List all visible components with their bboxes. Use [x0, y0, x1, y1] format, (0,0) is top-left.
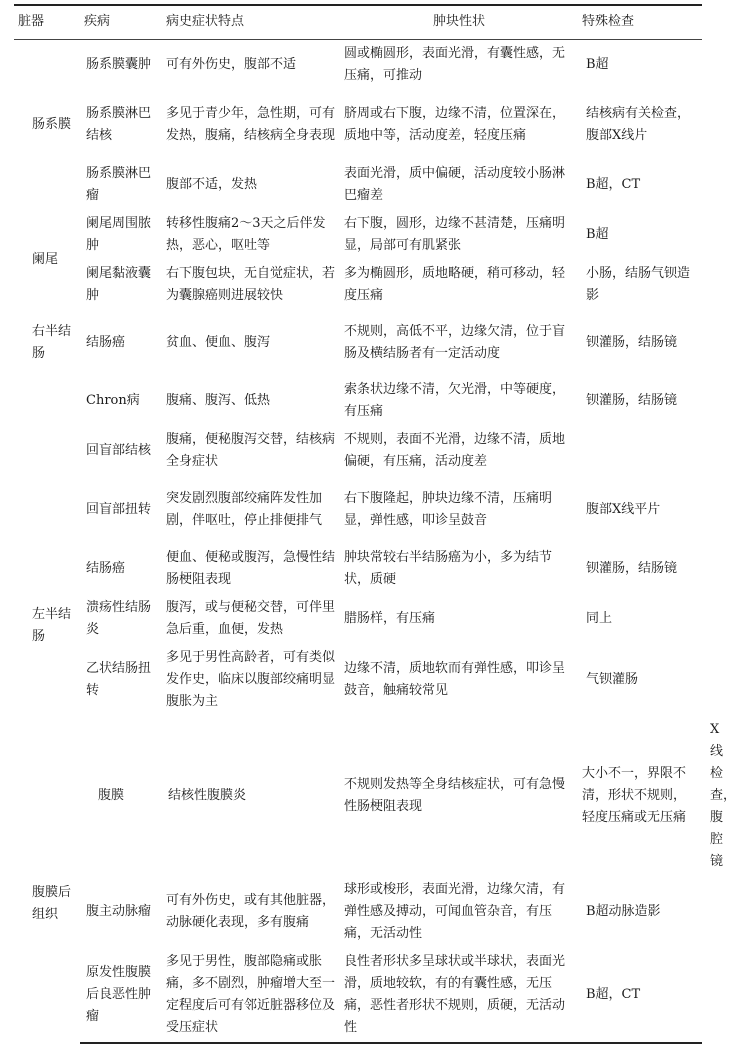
disease-cell: 腹主动脉瘤: [86, 903, 152, 919]
table-row: [14, 376, 702, 426]
header-history: 病史症状特点: [162, 5, 340, 39]
mass-cell: 右下腹，圆形，边缘不甚清楚，压痛明显，局部可有肌紧张: [344, 215, 566, 253]
table-row: 腹膜 结核性腹膜炎 不规则发热等全身结核症状，可有急慢性肠梗阻表现 大小不一，界限不清，形状不规则，轻度压痛或无压痛 X线检查，腹腔镜: [14, 716, 702, 876]
table-row: [14, 39, 702, 90]
mass-cell: 脐周或右下腹，边缘不清，位置深在，质地中等，活动度差，轻度压痛: [344, 105, 566, 143]
mass-cell: 腊肠样，有压痛: [344, 610, 436, 626]
organ-cell: 腹膜: [98, 787, 125, 803]
exam-cell: 钡灌肠，结肠镜: [586, 392, 678, 408]
history-cell: 腹部不适，发热: [166, 176, 258, 192]
history-cell: 突发剧烈腹部绞痛阵发性加剧，伴呕吐，停止排便排气: [166, 490, 323, 528]
organ-cell: 阑尾: [32, 251, 59, 267]
exam-cell: 结核病有关检查，腹部X线片: [586, 105, 691, 143]
exam-cell: 钡灌肠，结肠镜: [586, 334, 678, 350]
mass-cell: 良性者形状多呈球状或半球状，表面光滑，质地较软，有的有囊性感，无压痛，恶性者形状不规则，质硬，无活动性: [340, 948, 578, 1043]
history-cell: 多见于青少年，急性期，可有发热，腹痛，结核病全身表现: [166, 105, 336, 143]
disease-cell: 结肠癌: [86, 560, 126, 576]
organ-cell: 腹膜后组织: [32, 884, 72, 922]
disease-cell: Chron病: [86, 392, 140, 408]
mass-cell: 边缘不清，质地软而有弹性感，叩诊呈鼓音，触痛较常见: [344, 660, 566, 698]
table-row: [14, 644, 702, 716]
mass-cell: 右下腹隆起，肿块边缘不清，压痛明显，弹性感，叩诊呈鼓音: [344, 490, 553, 528]
table-row: [14, 948, 702, 1043]
mass-cell: 肿块常较右半结肠癌为小，多为结节状，质硬: [344, 549, 553, 587]
table-row: [14, 876, 702, 948]
mass-cell: 多为椭圆形，质地略硬，稍可移动，轻度压痛: [344, 265, 566, 303]
mass-cell: 球形或梭形，表面光滑，边缘欠清，有弹性感及搏动，可闻血管杂音，有压痛，无活动性: [344, 881, 566, 941]
table-row: [14, 90, 702, 160]
exam-cell: B超动脉造影: [586, 903, 661, 919]
disease-cell: 结肠癌: [86, 334, 126, 350]
disease-cell: 肠系膜淋巴瘤: [86, 165, 152, 203]
disease-cell: 回盲部结核: [86, 442, 152, 458]
history-cell: 转移性腹痛2～3天之后伴发热，恶心，呕吐等: [166, 215, 326, 253]
differential-diagnosis-table: [14, 4, 736, 1044]
table-row: [14, 310, 702, 376]
exam-cell: 钡灌肠，结肠镜: [586, 560, 678, 576]
history-cell: 便血、便秘或腹泻，急慢性结肠梗阻表现: [166, 549, 336, 587]
exam-cell: B超，CT: [578, 948, 702, 1043]
organ-cell: 右半结肠: [32, 323, 72, 361]
mass-cell: 表面光滑，质中偏硬，活动度较小肠淋巴瘤差: [344, 165, 566, 203]
history-cell: 多见于男性高龄者，可有类似发作史，临床以腹部绞痛明显腹胀为主: [166, 649, 336, 709]
history-cell: 多见于男性，腹部隐痛或胀痛，多不剧烈，肿瘤增大至一定程度后可有邻近脏器移位及受压症状: [162, 948, 340, 1043]
mass-cell: 不规则，高低不平，边缘欠清，位于盲肠及横结肠者有一定活动度: [344, 323, 566, 361]
header-row: [14, 5, 702, 39]
exam-cell: B超: [586, 56, 609, 72]
history-cell: 腹泻，或与便秘交替，可伴里急后重，血便，发热: [166, 599, 336, 637]
table-row: [14, 260, 702, 310]
mass-cell: 索条状边缘不清，欠光滑，中等硬度，有压痛: [344, 381, 566, 419]
organ-cell: 肠系膜: [32, 116, 72, 132]
header-mass: 肿块性状: [340, 5, 578, 39]
mass-cell: 不规则，表面不光滑，边缘不清，质地偏硬，有压痛，活动度差: [344, 431, 566, 469]
disease-cell: 结核性腹膜炎: [168, 787, 247, 803]
table-row: [14, 476, 702, 544]
organ-cell: 左半结肠: [32, 606, 72, 644]
exam-cell: 小肠，结肠气钡造影: [586, 265, 691, 303]
disease-cell: 乙状结肠扭转: [86, 660, 152, 698]
mass-cell: 大小不一，界限不清，形状不规则，轻度压痛或无压痛: [582, 765, 687, 825]
disease-cell: 回盲部扭转: [86, 501, 152, 517]
history-cell: 贫血、便血、腹泻: [166, 334, 271, 350]
exam-cell: 腹部X线平片: [586, 501, 661, 517]
history-cell: 不规则发热等全身结核症状，可有急慢性肠梗阻表现: [344, 776, 566, 814]
exam-cell: B超: [586, 226, 609, 242]
header-disease: 疾病: [80, 5, 162, 39]
table-row: [14, 160, 702, 210]
table-row: [14, 594, 702, 644]
history-cell: 右下腹包块，无自觉症状，若为囊腺癌则进展较快: [166, 265, 336, 303]
history-cell: 腹痛，便秘腹泻交替，结核病全身症状: [166, 431, 336, 469]
header-exam: 特殊检查: [578, 5, 702, 39]
table-row: [14, 210, 702, 260]
disease-cell: 肠系膜淋巴结核: [86, 105, 152, 143]
exam-cell: [578, 426, 702, 476]
disease-cell: 阑尾黏液囊肿: [86, 265, 152, 303]
history-cell: 可有外伤史，或有其他脏器，动脉硬化表现，多有腹痛: [166, 892, 336, 930]
exam-cell: 同上: [586, 610, 613, 626]
table-row: [14, 426, 702, 476]
disease-cell: 原发性腹膜后良恶性肿瘤: [80, 948, 162, 1043]
disease-cell: 肠系膜囊肿: [86, 56, 152, 72]
table-row: [14, 544, 702, 594]
history-cell: 可有外伤史，腹部不适: [166, 56, 297, 72]
disease-cell: 阑尾周围脓肿: [86, 215, 152, 253]
exam-cell: B超，CT: [586, 176, 641, 192]
history-cell: 腹痛、腹泻、低热: [166, 392, 271, 408]
header-organ: 脏器: [14, 5, 80, 39]
disease-cell: 溃疡性结肠炎: [86, 599, 152, 637]
exam-cell: 气钡灌肠: [586, 671, 639, 687]
mass-cell: 圆或椭圆形，表面光滑，有囊性感，无压痛，可推动: [344, 45, 566, 83]
